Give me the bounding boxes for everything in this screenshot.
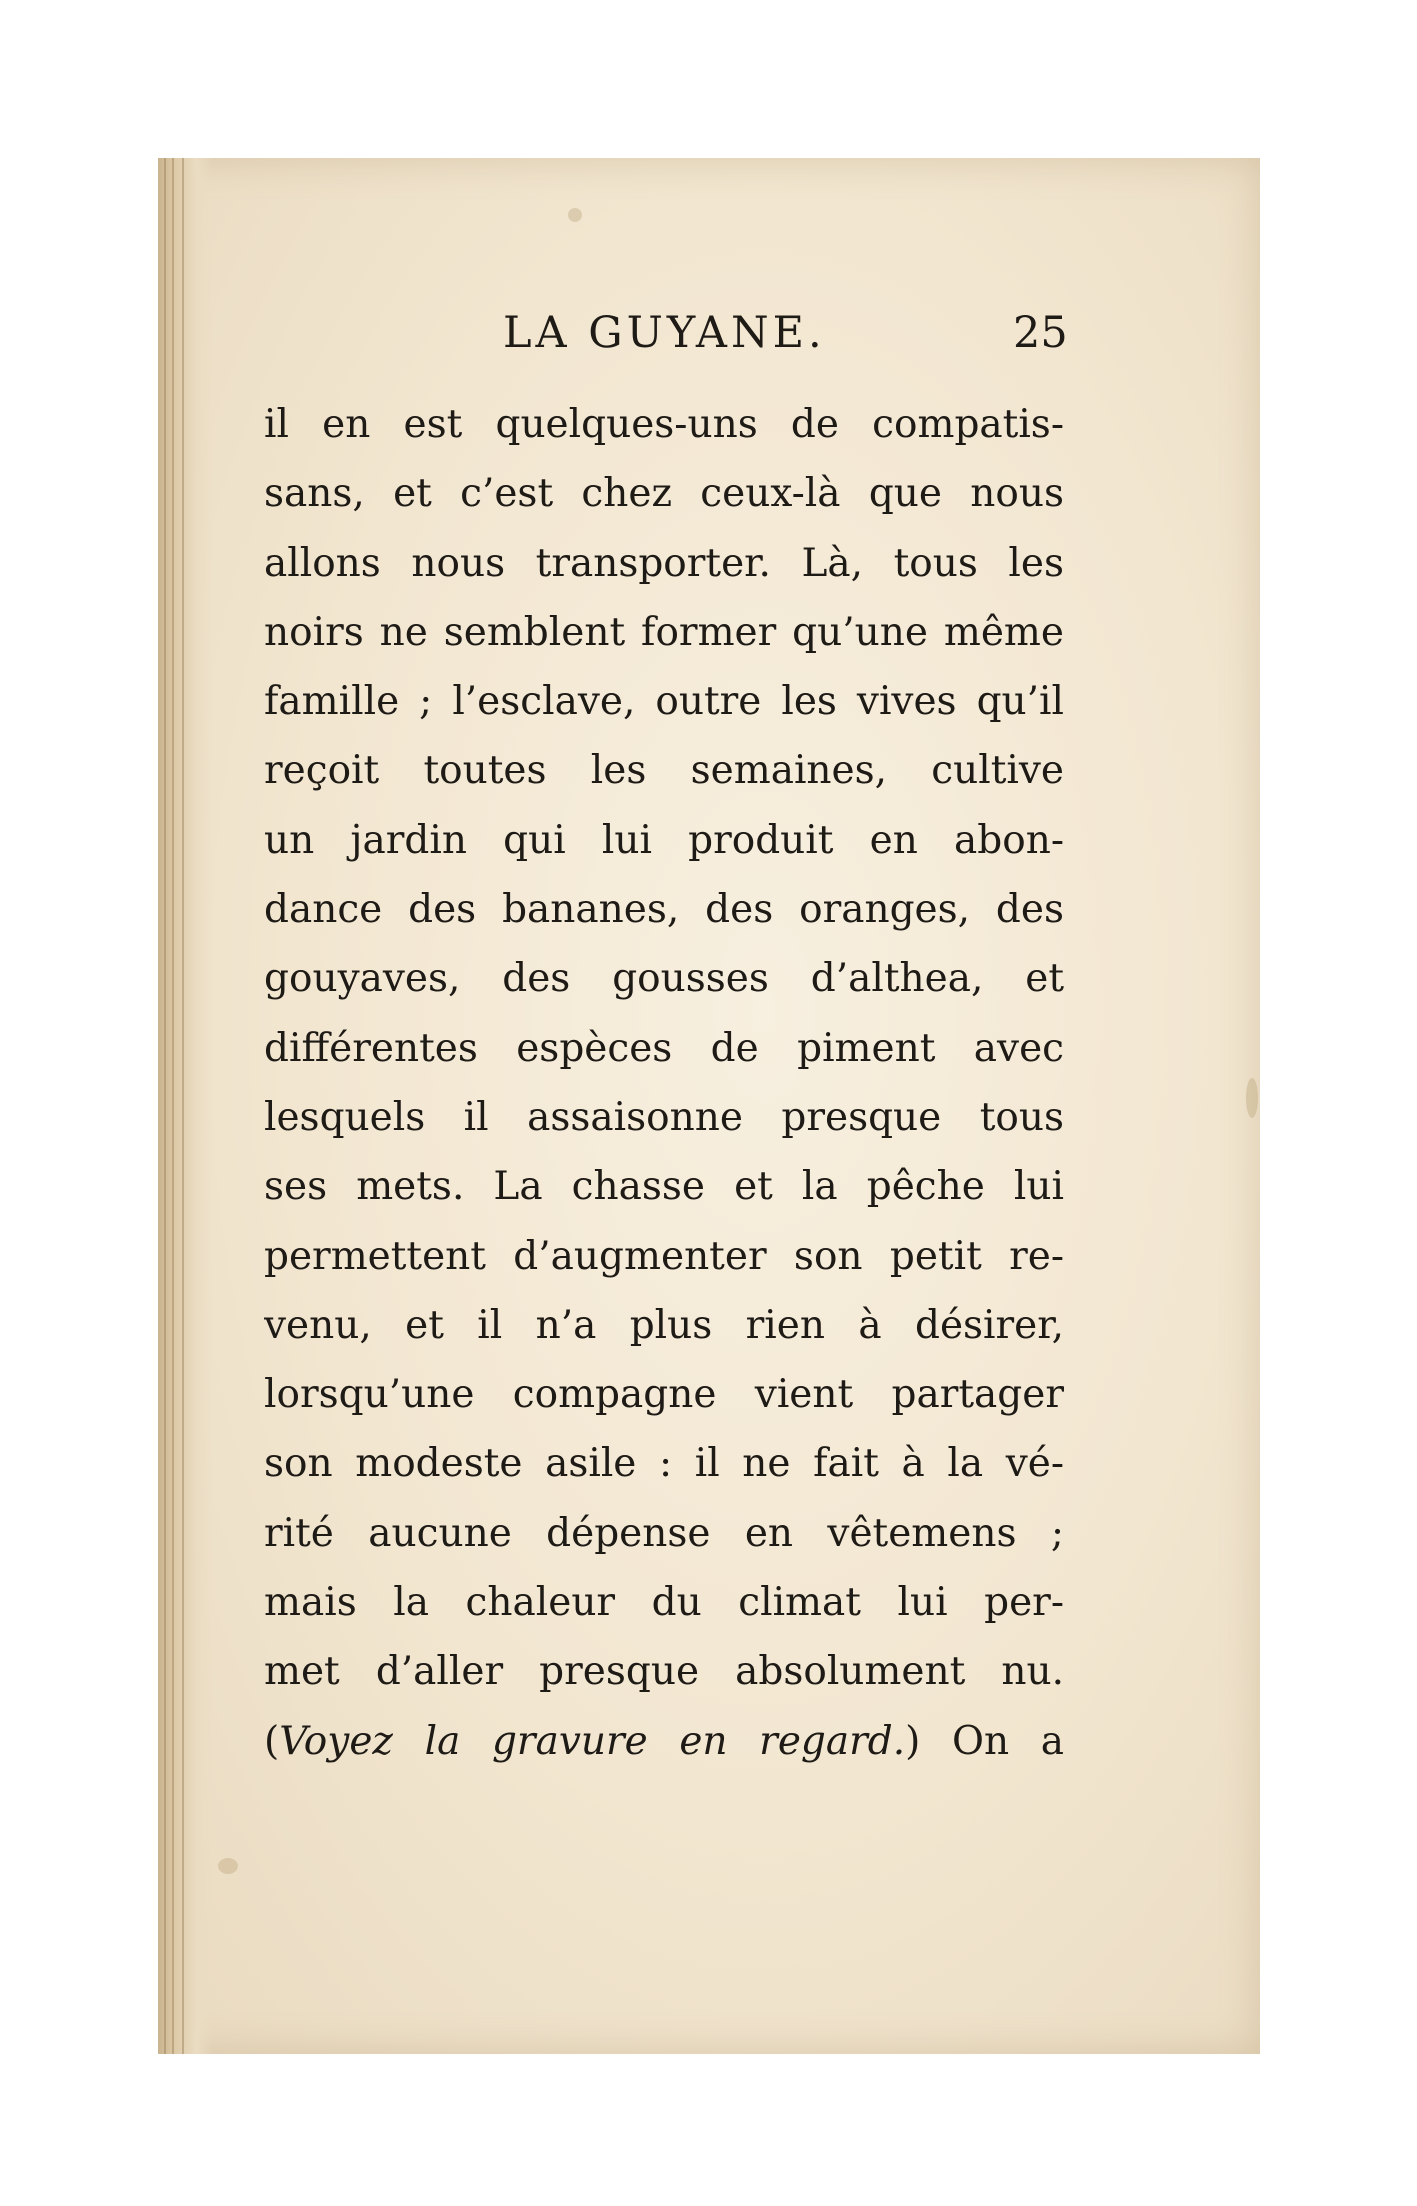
text-line: dance des bananes, des oranges, des [264,887,1064,933]
gutter-line [164,158,166,2054]
paper-stain [568,208,582,222]
text-line: venu, et il n’a plus rien à désirer, [264,1302,1064,1348]
open-paren: ( [264,1718,280,1764]
text-line: permettent d’augmenter son petit re- [264,1233,1064,1279]
closing-text: ) On a [905,1718,1064,1764]
text-line: ses mets. La chasse et la pêche lui [264,1164,1064,1210]
text-line: famille ; l’esclave, outre les vives qu’il [264,679,1064,725]
text-line: il en est quelques-uns de compatis- [264,402,1064,447]
text-line: reçoit toutes les semaines, cultive [264,748,1064,794]
text-line: met d’aller presque absolument nu. [264,1649,1064,1695]
gutter-line [182,158,184,2054]
gutter-line [172,158,174,2054]
book-page [158,158,1260,2054]
text-line: rité aucune dépense en vêtemens ; [264,1510,1064,1556]
text-line: différentes espèces de piment avec [264,1025,1064,1071]
text-line: noirs ne semblent former qu’une même [264,609,1064,655]
text-line: lorsqu’une compagne vient partager [264,1372,1064,1418]
text-line: un jardin qui lui produit en abon- [264,817,1064,863]
paper-stain [218,1858,238,1874]
page-gutter-shadow [158,158,213,2054]
text-line: son modeste asile : il ne fait à la vé- [264,1441,1064,1487]
text-line: lesquels il assaisonne presque tous [264,1094,1064,1140]
text-line: mais la chaleur du climat lui per- [264,1580,1064,1626]
running-title: LA GUYANE. [503,308,826,358]
engraving-reference: Voyez la gravure en regard. [279,1718,906,1764]
text-line: allons nous transporter. Là, tous les [264,540,1064,586]
paper-stain [1246,1078,1258,1118]
text-line-final [264,1707,1064,1776]
text-line: sans, et c’est chez ceux-là que nous [264,471,1064,517]
page-number: 25 [1013,308,1068,358]
running-header [158,308,1260,378]
body-text [264,390,1064,1776]
text-line: gouyaves, des gousses d’althea, et [264,956,1064,1002]
